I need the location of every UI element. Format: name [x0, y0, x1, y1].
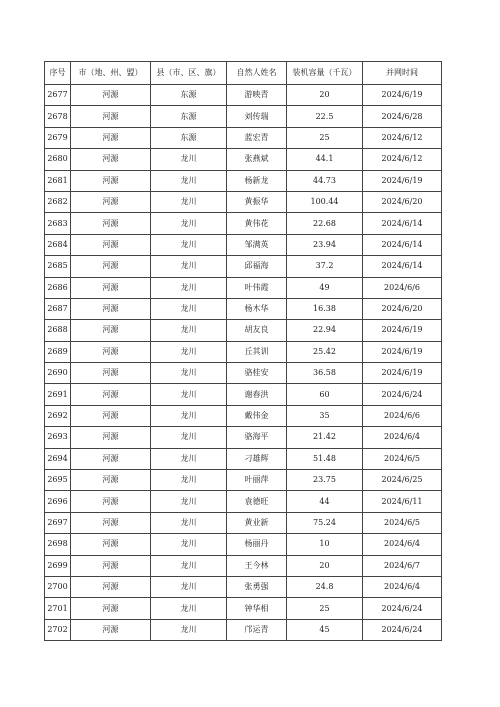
cell-county: 龙川	[151, 491, 227, 512]
cell-county: 龙川	[151, 448, 227, 469]
cell-capacity: 22.5	[287, 106, 363, 127]
cell-index: 2694	[45, 448, 71, 469]
cell-capacity: 23.75	[287, 470, 363, 491]
cell-city: 河源	[71, 512, 151, 533]
cell-grid-date: 2024/6/24	[363, 384, 442, 405]
cell-person-name: 钟华相	[227, 598, 287, 619]
cell-index: 2687	[45, 298, 71, 319]
cell-city: 河源	[71, 256, 151, 277]
cell-capacity: 25	[287, 127, 363, 148]
cell-capacity: 100.44	[287, 191, 363, 212]
header-grid-date: 并网时间	[363, 62, 442, 85]
cell-index: 2691	[45, 384, 71, 405]
table-row	[45, 277, 442, 298]
cell-city: 河源	[71, 470, 151, 491]
cell-city: 河源	[71, 555, 151, 576]
cell-index: 2698	[45, 534, 71, 555]
cell-grid-date: 2024/6/5	[363, 448, 442, 469]
cell-person-name: 黄业新	[227, 512, 287, 533]
cell-grid-date: 2024/6/4	[363, 534, 442, 555]
cell-capacity: 21.42	[287, 427, 363, 448]
cell-grid-date: 2024/6/14	[363, 213, 442, 234]
header-county: 县（市、区、旗）	[151, 62, 227, 85]
cell-county: 龙川	[151, 619, 227, 640]
cell-grid-date: 2024/6/19	[363, 341, 442, 362]
cell-grid-date: 2024/6/20	[363, 298, 442, 319]
table-row	[45, 470, 442, 491]
table-row	[45, 127, 442, 148]
cell-index: 2685	[45, 256, 71, 277]
cell-capacity: 36.58	[287, 363, 363, 384]
cell-person-name: 张燕斌	[227, 149, 287, 170]
cell-grid-date: 2024/6/4	[363, 576, 442, 597]
cell-person-name: 杨木华	[227, 298, 287, 319]
cell-county: 东源	[151, 127, 227, 148]
cell-person-name: 叶丽萍	[227, 470, 287, 491]
table-body	[45, 85, 442, 641]
cell-county: 龙川	[151, 427, 227, 448]
table-row	[45, 384, 442, 405]
cell-person-name: 戴伟金	[227, 405, 287, 426]
cell-grid-date: 2024/6/20	[363, 191, 442, 212]
cell-person-name: 邱福海	[227, 256, 287, 277]
cell-capacity: 22.68	[287, 213, 363, 234]
cell-city: 河源	[71, 363, 151, 384]
cell-index: 2677	[45, 85, 71, 106]
cell-person-name: 丘其训	[227, 341, 287, 362]
cell-grid-date: 2024/6/6	[363, 405, 442, 426]
table-header-row	[45, 62, 442, 85]
cell-county: 龙川	[151, 598, 227, 619]
cell-index: 2680	[45, 149, 71, 170]
table-row	[45, 448, 442, 469]
table-row	[45, 256, 442, 277]
cell-index: 2679	[45, 127, 71, 148]
cell-grid-date: 2024/6/25	[363, 470, 442, 491]
cell-person-name: 谢春洪	[227, 384, 287, 405]
cell-county: 龙川	[151, 320, 227, 341]
cell-person-name: 骆桂安	[227, 363, 287, 384]
cell-city: 河源	[71, 106, 151, 127]
cell-person-name: 袁德旺	[227, 491, 287, 512]
cell-city: 河源	[71, 448, 151, 469]
cell-person-name: 蓝宏青	[227, 127, 287, 148]
cell-county: 龙川	[151, 384, 227, 405]
cell-index: 2702	[45, 619, 71, 640]
table-row	[45, 298, 442, 319]
cell-grid-date: 2024/6/14	[363, 256, 442, 277]
cell-capacity: 44.73	[287, 170, 363, 191]
cell-grid-date: 2024/6/19	[363, 85, 442, 106]
pv-installation-table	[44, 61, 442, 641]
table-row	[45, 85, 442, 106]
table-row	[45, 512, 442, 533]
cell-county: 龙川	[151, 170, 227, 191]
cell-capacity: 60	[287, 384, 363, 405]
table-row	[45, 598, 442, 619]
cell-city: 河源	[71, 598, 151, 619]
cell-county: 龙川	[151, 512, 227, 533]
cell-person-name: 杨丽丹	[227, 534, 287, 555]
cell-person-name: 张勇强	[227, 576, 287, 597]
cell-county: 龙川	[151, 191, 227, 212]
cell-county: 东源	[151, 85, 227, 106]
cell-index: 2701	[45, 598, 71, 619]
cell-person-name: 杨新龙	[227, 170, 287, 191]
cell-person-name: 黄振华	[227, 191, 287, 212]
cell-index: 2696	[45, 491, 71, 512]
cell-person-name: 王今林	[227, 555, 287, 576]
cell-index: 2681	[45, 170, 71, 191]
cell-index: 2697	[45, 512, 71, 533]
table-row	[45, 106, 442, 127]
cell-city: 河源	[71, 85, 151, 106]
cell-person-name: 胡友良	[227, 320, 287, 341]
cell-city: 河源	[71, 341, 151, 362]
cell-county: 龙川	[151, 576, 227, 597]
table-row	[45, 427, 442, 448]
cell-county: 龙川	[151, 277, 227, 298]
cell-city: 河源	[71, 491, 151, 512]
cell-capacity: 35	[287, 405, 363, 426]
table-row	[45, 619, 442, 640]
cell-county: 龙川	[151, 470, 227, 491]
cell-grid-date: 2024/6/7	[363, 555, 442, 576]
cell-grid-date: 2024/6/24	[363, 598, 442, 619]
cell-capacity: 20	[287, 555, 363, 576]
cell-city: 河源	[71, 127, 151, 148]
cell-index: 2693	[45, 427, 71, 448]
cell-city: 河源	[71, 320, 151, 341]
cell-county: 龙川	[151, 363, 227, 384]
cell-county: 龙川	[151, 298, 227, 319]
table-row	[45, 576, 442, 597]
cell-city: 河源	[71, 298, 151, 319]
cell-person-name: 叶伟霞	[227, 277, 287, 298]
cell-city: 河源	[71, 576, 151, 597]
cell-index: 2688	[45, 320, 71, 341]
cell-index: 2700	[45, 576, 71, 597]
cell-grid-date: 2024/6/19	[363, 170, 442, 191]
cell-city: 河源	[71, 277, 151, 298]
cell-grid-date: 2024/6/28	[363, 106, 442, 127]
cell-grid-date: 2024/6/19	[363, 363, 442, 384]
cell-county: 龙川	[151, 256, 227, 277]
cell-index: 2683	[45, 213, 71, 234]
header-city: 市（地、州、盟）	[71, 62, 151, 85]
table-row	[45, 213, 442, 234]
cell-county: 龙川	[151, 534, 227, 555]
table-row	[45, 534, 442, 555]
cell-city: 河源	[71, 427, 151, 448]
header-index: 序号	[45, 62, 71, 85]
cell-county: 龙川	[151, 234, 227, 255]
cell-capacity: 44.1	[287, 149, 363, 170]
cell-index: 2699	[45, 555, 71, 576]
cell-index: 2678	[45, 106, 71, 127]
cell-person-name: 刁雄辉	[227, 448, 287, 469]
table-row	[45, 491, 442, 512]
cell-city: 河源	[71, 149, 151, 170]
table-row	[45, 320, 442, 341]
cell-city: 河源	[71, 170, 151, 191]
cell-city: 河源	[71, 405, 151, 426]
cell-county: 龙川	[151, 341, 227, 362]
table-row	[45, 405, 442, 426]
cell-city: 河源	[71, 384, 151, 405]
header-person-name: 自然人姓名	[227, 62, 287, 85]
cell-person-name: 刘传瑞	[227, 106, 287, 127]
cell-capacity: 23.94	[287, 234, 363, 255]
cell-grid-date: 2024/6/14	[363, 234, 442, 255]
cell-index: 2695	[45, 470, 71, 491]
table-row	[45, 149, 442, 170]
cell-person-name: 骆海平	[227, 427, 287, 448]
table-row	[45, 363, 442, 384]
cell-city: 河源	[71, 191, 151, 212]
cell-capacity: 20	[287, 85, 363, 106]
cell-county: 龙川	[151, 213, 227, 234]
cell-person-name: 游映青	[227, 85, 287, 106]
cell-capacity: 24.8	[287, 576, 363, 597]
cell-index: 2682	[45, 191, 71, 212]
cell-county: 龙川	[151, 405, 227, 426]
cell-capacity: 75.24	[287, 512, 363, 533]
cell-capacity: 37.2	[287, 256, 363, 277]
cell-city: 河源	[71, 213, 151, 234]
cell-capacity: 22.94	[287, 320, 363, 341]
table-row	[45, 555, 442, 576]
cell-capacity: 44	[287, 491, 363, 512]
cell-grid-date: 2024/6/24	[363, 619, 442, 640]
cell-index: 2686	[45, 277, 71, 298]
cell-grid-date: 2024/6/19	[363, 320, 442, 341]
cell-index: 2690	[45, 363, 71, 384]
cell-capacity: 10	[287, 534, 363, 555]
table-row	[45, 341, 442, 362]
table-row	[45, 170, 442, 191]
cell-capacity: 25.42	[287, 341, 363, 362]
cell-county: 龙川	[151, 555, 227, 576]
cell-index: 2684	[45, 234, 71, 255]
cell-person-name: 黄伟花	[227, 213, 287, 234]
header-capacity: 装机容量（千瓦）	[287, 62, 363, 85]
cell-county: 东源	[151, 106, 227, 127]
cell-grid-date: 2024/6/12	[363, 149, 442, 170]
cell-city: 河源	[71, 619, 151, 640]
cell-person-name: 邹满英	[227, 234, 287, 255]
cell-grid-date: 2024/6/5	[363, 512, 442, 533]
cell-grid-date: 2024/6/11	[363, 491, 442, 512]
cell-city: 河源	[71, 234, 151, 255]
cell-capacity: 51.48	[287, 448, 363, 469]
cell-index: 2692	[45, 405, 71, 426]
table-row	[45, 191, 442, 212]
cell-grid-date: 2024/6/6	[363, 277, 442, 298]
cell-capacity: 45	[287, 619, 363, 640]
cell-person-name: 邝运青	[227, 619, 287, 640]
cell-grid-date: 2024/6/12	[363, 127, 442, 148]
cell-capacity: 16.38	[287, 298, 363, 319]
cell-county: 龙川	[151, 149, 227, 170]
cell-grid-date: 2024/6/4	[363, 427, 442, 448]
cell-capacity: 25	[287, 598, 363, 619]
table-row	[45, 234, 442, 255]
cell-index: 2689	[45, 341, 71, 362]
cell-capacity: 49	[287, 277, 363, 298]
cell-city: 河源	[71, 534, 151, 555]
